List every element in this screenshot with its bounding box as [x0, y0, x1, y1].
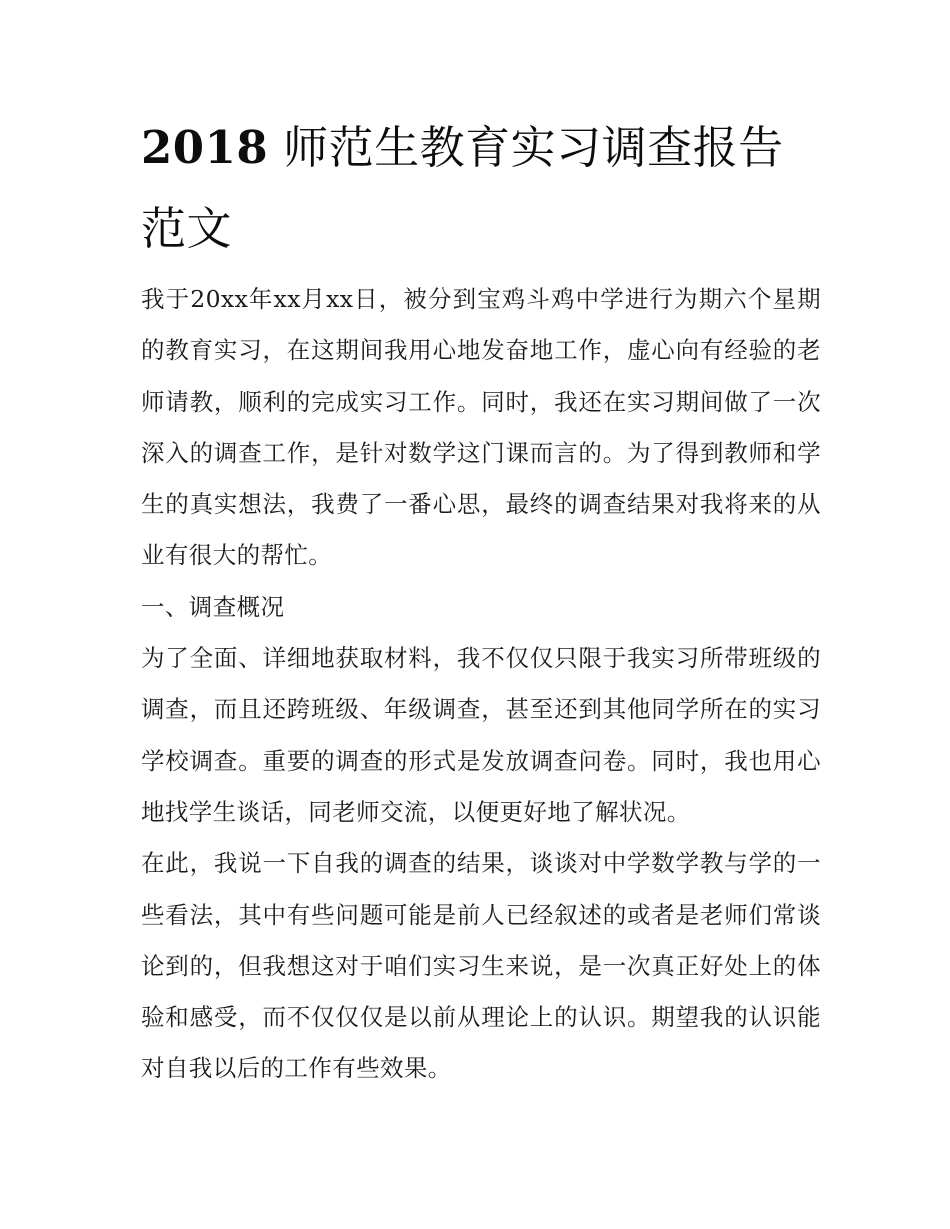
document-body [141, 274, 821, 1095]
title-text: 师范生教育实习调查报告范文 [141, 121, 784, 255]
intro-paragraph: 我于20xx年xx月xx日，被分到宝鸡斗鸡中学进行为期六个星期的教育实习，在这期间我用心地发奋地工作，虚心向有经验的老师请教，顺利的完成实习工作。同时，我还在实习期间做了一次深入的调查工作，是针对数学这门课而言的。为了得到教师和学生的真实想法，我费了一番心思，最终的调查结果对我将来的从业有很大的帮忙。 [141, 285, 821, 570]
section-heading-overview: 一、调查概况 [141, 592, 285, 621]
results-paragraph: 在此，我说一下自我的调查的结果，谈谈对中学数学教与学的一些看法，其中有些问题可能是前人已经叙述的或者是老师们常谈论到的，但我想这对于咱们实习生来说，是一次真正好处上的体验和感受，而不仅仅仅是以前从理论上的认识。期望我的认识能对自我以后的工作有些效果。 [141, 849, 821, 1083]
document-title [141, 107, 821, 269]
overview-paragraph: 为了全面、详细地获取材料，我不仅仅只限于我实习所带班级的调查，而且还跨班级、年级调查，甚至还到其他同学所在的实习学校调查。重要的调查的形式是发放调查问卷。同时，我也用心地找学生谈话，同老师交流，以便更好地了解状况。 [141, 644, 821, 826]
title-year: 2018 [141, 121, 269, 174]
